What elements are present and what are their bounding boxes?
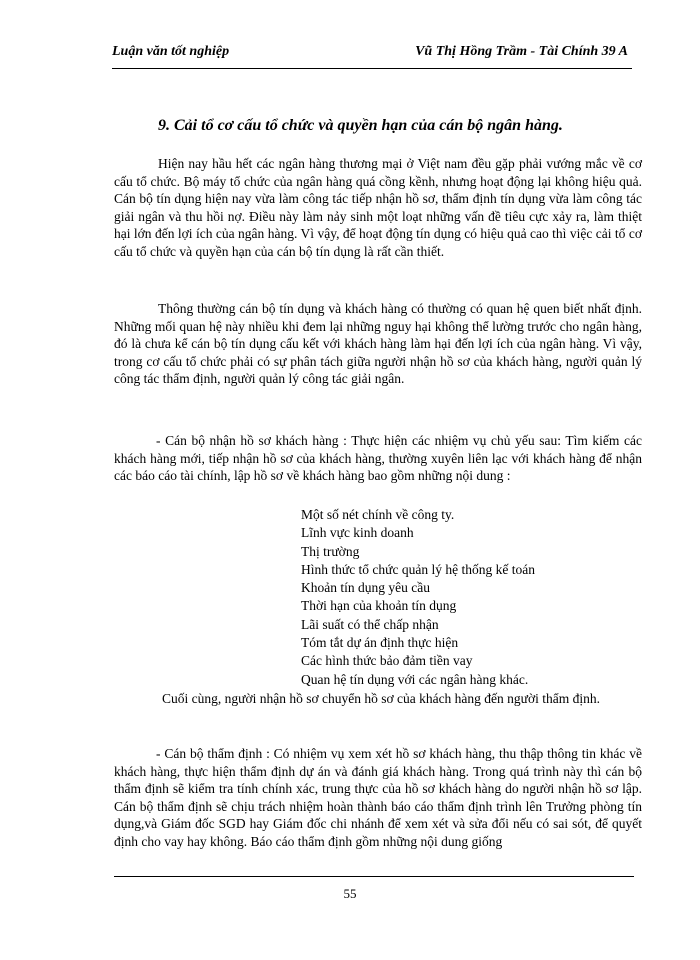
- header-author: Vũ Thị Hồng Trầm - Tài Chính 39 A: [415, 44, 628, 59]
- list-item: Các hình thức bảo đảm tiền vay: [301, 653, 473, 669]
- list-item: Một số nét chính về công ty.: [301, 507, 455, 522]
- page-header: [112, 44, 632, 64]
- list-item: Khoản tín dụng yêu cầu: [301, 580, 430, 596]
- list-item: Lãi suất có thể chấp nhận: [301, 616, 439, 632]
- header-divider: [112, 68, 632, 69]
- page-number: 55: [343, 886, 357, 901]
- list-item: Thời hạn của khoản tín dụng: [301, 598, 457, 614]
- paragraph-5: - Cán bộ thẩm định : Có nhiệm vụ xem xét hồ sơ khách hàng, thu thập thông tin khác về khách hàng, thực hiện thẩm định dự án và đánh giá khách hàng. Trong quá trình này thì cán bộ thẩm định sẽ kiểm tra tính chính xác, trung thực của hồ sơ khách hàng do người nhận hồ sơ lập. Cán bộ thẩm định sẽ chịu trách nhiệm hoàn thành báo cáo thẩm định trình lên Trưởng phòng tín dụng,và Giám đốc SGD hay Giám đốc chi nhánh để xem xét và sửa đổi nếu có sai sót, để quyết định cho vay hay không. Báo cáo thẩm định gồm những nội dung giống: [114, 746, 642, 849]
- paragraph-1: Hiện nay hầu hết các ngân hàng thương mại ở Việt nam đều gặp phải vướng mắc về cơ cấu tổ chức. Bộ máy tổ chức của ngân hàng quá cồng kềnh, nhưng hoạt động lại không hiệu quả. Cán bộ tín dụng hiện nay vừa làm công tác tiếp nhận hồ sơ, thẩm định tín dụng vừa làm công tác giải ngân và thu hồi nợ. Điều này làm nảy sinh một loạt những vấn đề tiêu cực xảy ra, làm thiệt hại lớn đến lợi ích của ngân hàng. Vì vậy, để hoạt động tín dụng có hiệu quả cao thì việc cải tổ cơ cấu tổ chức và quyền hạn của cán bộ tín dụng là rất cần thiết.: [114, 156, 642, 259]
- section-title: 9. Cải tổ cơ cấu tổ chức và quyền hạn của cán bộ ngân hàng.: [158, 117, 563, 134]
- list-item: Hình thức tổ chức quản lý hệ thống kế toán: [301, 561, 535, 577]
- paragraph-4: Cuối cùng, người nhận hồ sơ chuyển hồ sơ của khách hàng đến người thẩm định.: [162, 691, 600, 706]
- paragraph-3: - Cán bộ nhận hồ sơ khách hàng : Thực hiện các nhiệm vụ chủ yếu sau: Tìm kiếm các khách hàng mới, tiếp nhận hồ sơ của khách hàng, thường xuyên liên lạc với khách hàng để nhận các báo cáo tài chính, lập hồ sơ về khách hàng bao gồm những nội dung :: [114, 433, 642, 484]
- header-thesis-label: Luận văn tốt nghiệp: [112, 44, 230, 59]
- customer-file-contents-list: [301, 506, 535, 689]
- list-item: Quan hệ tín dụng với các ngân hàng khác.: [301, 671, 529, 687]
- list-item: Tóm tắt dự án định thực hiện: [301, 635, 459, 651]
- list-item: Lĩnh vực kinh doanh: [301, 525, 414, 541]
- list-item: Thị trường: [301, 543, 360, 559]
- footer-divider: [114, 876, 634, 877]
- paragraph-2: Thông thường cán bộ tín dụng và khách hàng có thường có quan hệ quen biết nhất định. Những mối quan hệ này nhiều khi đem lại những nguy hại không thể lường trước cho ngân hàng, đó là chưa kể cán bộ tín dụng cấu kết với khách hàng làm hại đến lợi ích của ngân hàng. Vì vậy, trong cơ cấu tổ chức phải có sự phân tách giữa người nhận hồ sơ của khách hàng, người quản lý công tác thẩm định, người quản lý công tác giải ngân.: [114, 301, 642, 387]
